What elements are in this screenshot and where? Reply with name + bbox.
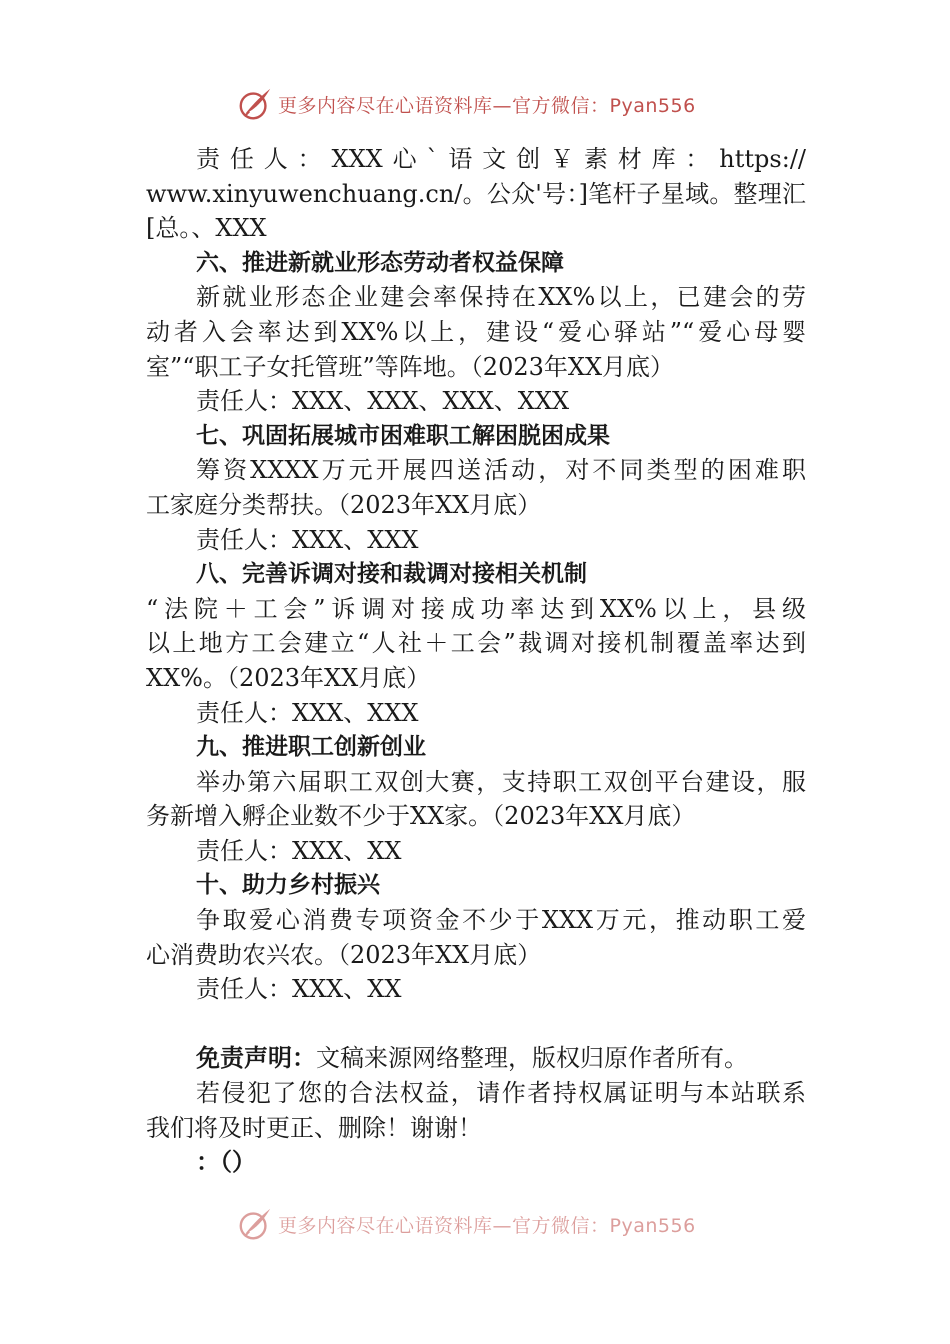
text-line: 若侵犯了您的合法权益，请作者持权属证明与本站联系 [196,1079,806,1108]
text-line: “法院＋工会”诉调对接成功率达到XX%以上，县级 [146,594,806,623]
quill-logo-icon [236,1205,274,1243]
text-line: 我们将及时更正、删除！谢谢！ [146,1113,482,1142]
disclaimer-tail: ：（） [196,1148,256,1177]
disclaimer-label: 免责声明： [196,1044,316,1073]
text-line: 工家庭分类帮扶。（2023年XX月底） [146,490,542,519]
blank-line [146,1007,806,1042]
text-line: 责任人：XXX心`语文创￥素材库：https:// [196,145,806,173]
text-line: 争取爱心消费专项资金不少于XXX万元，推动职工爱 [196,906,806,935]
responsible-line: 责任人：XXX、XXX、XXX、XXX [196,387,570,416]
text-line: 动者入会率达到XX%以上，建设“爱心驿站”“爱心母婴 [146,317,806,346]
section-heading: 六、推进新就业形态劳动者权益保障 [196,249,564,276]
disclaimer-line [146,1041,806,1076]
watermark-text: 更多内容尽在心语资料库—官方微信：Pyan556 [278,1214,696,1237]
text-line: 新就业形态企业建会率保持在XX%以上，已建会的劳 [196,283,806,312]
text-line: 以上地方工会建立“人社＋工会”裁调对接机制覆盖率达到 [146,629,806,658]
responsible-line: 责任人：XXX、XX [196,975,402,1004]
responsible-line: 责任人：XXX、XXX [196,698,419,727]
text-line: 筹资XXXX万元开展四送活动，对不同类型的困难职 [196,456,806,485]
text-line: 务新增入孵企业数不少于XX家。（2023年XX月底） [146,802,696,831]
text-line: www.xinyuwenchuang.cn/。公众'号：]笔杆子星域。整理汇 [146,179,806,208]
watermark-banner-top [236,84,756,124]
watermark-text: 更多内容尽在心语资料库—官方微信：Pyan556 [278,94,696,117]
section-heading: 十、助力乡村振兴 [196,872,380,899]
section-heading: 七、巩固拓展城市困难职工解困脱困成果 [196,422,610,449]
text-line: 心消费助农兴农。（2023年XX月底） [146,940,542,969]
responsible-line: 责任人：XXX、XX [196,836,402,865]
section-heading: 八、完善诉调对接和裁调对接相关机制 [196,561,587,588]
text-line: 举办第六届职工双创大赛，支持职工双创平台建设，服 [196,767,806,796]
responsible-line: 责任人：XXX、XXX [196,525,419,554]
section-heading: 九、推进职工创新创业 [196,734,426,761]
text-line: [总。、XXX [146,214,267,243]
quill-logo-icon [236,85,274,123]
document-body [146,142,806,1180]
disclaimer-text: 文稿来源网络整理，版权归原作者所有。 [316,1044,748,1073]
text-line: XX%。（2023年XX月底） [146,663,431,692]
watermark-banner-bottom [236,1204,756,1244]
text-line: 室”“职工子女托管班”等阵地。（2023年XX月底） [146,352,675,381]
